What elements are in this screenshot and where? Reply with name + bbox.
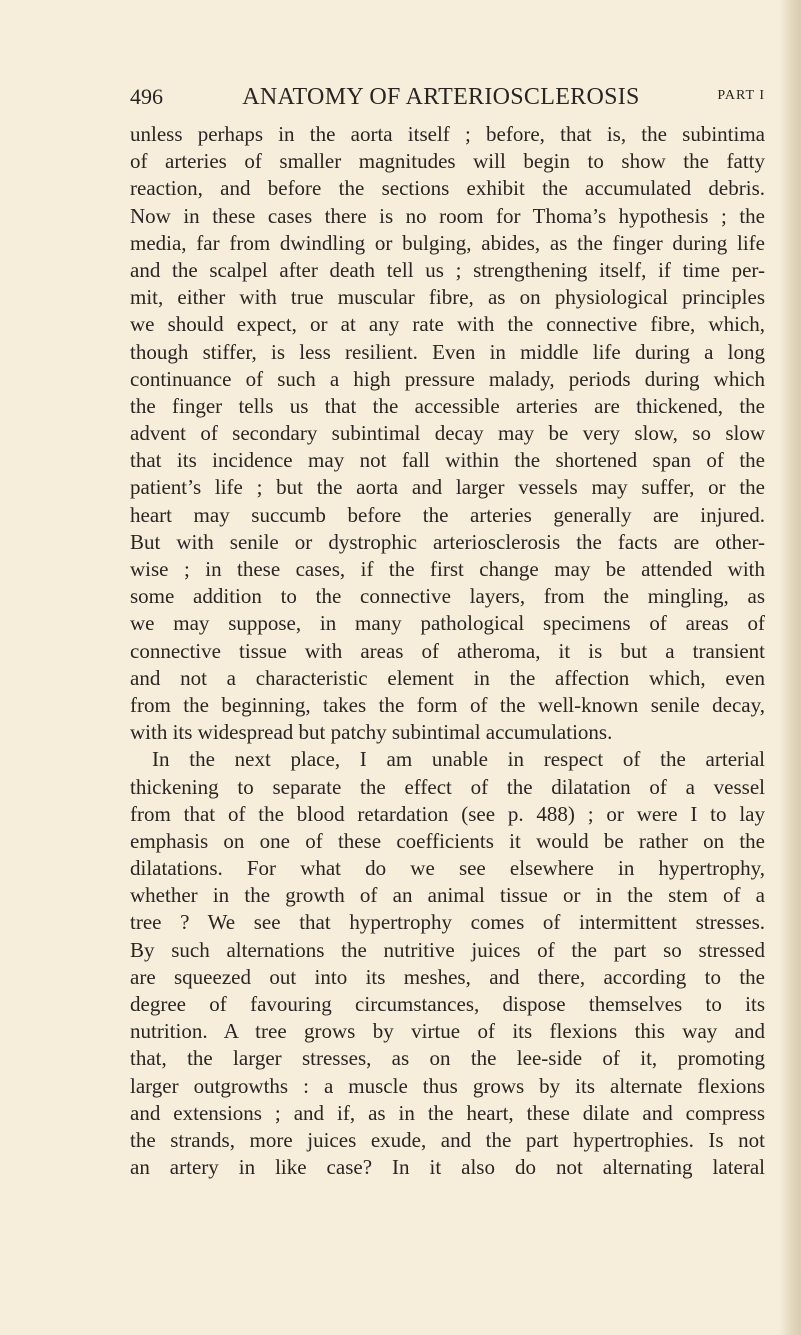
text-line: whether in the growth of an animal tissue or in the stem of a — [130, 883, 765, 908]
text-line: are squeezed out into its meshes, and there, according to the — [130, 964, 765, 989]
text-line: wise ; in these cases, if the first change may be attended with — [130, 557, 765, 581]
text-line: we should expect, or at any rate with the connective fibre, which, — [130, 312, 765, 337]
page-number: 496 — [130, 84, 163, 109]
text-line: continuance of such a high pressure malady, periods during which — [130, 366, 765, 391]
text-line: In the next place, I am unable in respect of the arterial — [152, 747, 765, 772]
part-label: PART I — [717, 88, 765, 103]
text-line: from the beginning, takes the form of the well-known senile decay, — [130, 692, 765, 717]
text-line: heart may succumb before the arteries generally are injured. — [130, 502, 765, 527]
text-line: an artery in like case? In it also do not alternating lateral — [130, 1155, 765, 1180]
page-gutter-shadow — [779, 0, 801, 1335]
text-line: the finger tells us that the accessible arteries are thickened, the — [130, 393, 765, 418]
text-line: from that of the blood retardation (see p. 488) ; or were I to lay — [130, 801, 765, 826]
text-line: of arteries of smaller magnitudes will begin to show the fatty — [130, 149, 765, 174]
text-line: dilatations. For what do we see elsewhere in hypertrophy, — [130, 856, 765, 881]
text-line: emphasis on one of these coefficients it would be rather on the — [130, 828, 765, 853]
text-line: and extensions ; and if, as in the heart, these dilate and compress — [130, 1100, 765, 1125]
text-line: larger outgrowths : a muscle thus grows by its alternate flexions — [130, 1073, 765, 1098]
text-line: some addition to the connective layers, from the mingling, as — [130, 584, 765, 609]
text-line: and the scalpel after death tell us ; strengthening itself, if time per- — [130, 257, 765, 282]
text-line: though stiffer, is less resilient. Even in middle life during a long — [130, 339, 765, 364]
text-line: tree ? We see that hypertrophy comes of intermittent stresses. — [130, 910, 765, 935]
text-line: But with senile or dystrophic arteriosclerosis the facts are other- — [130, 529, 765, 554]
text-line: mit, either with true muscular fibre, as on physiological principles — [130, 285, 765, 310]
running-title: ANATOMY OF ARTERIOSCLEROSIS — [242, 84, 640, 110]
text-line: unless perhaps in the aorta itself ; before, that is, the subintima — [130, 122, 765, 146]
running-header — [130, 84, 765, 112]
text-line: that, the larger stresses, as on the lee-side of it, promoting — [130, 1046, 765, 1071]
text-line: we may suppose, in many pathological specimens of areas of — [130, 611, 765, 636]
text-line: that its incidence may not fall within the shortened span of the — [130, 448, 765, 473]
text-line: with its widespread but patchy subintimal accumulations. — [130, 720, 613, 745]
text-line: degree of favouring circumstances, dispose themselves to its — [130, 992, 765, 1016]
body-text — [130, 121, 765, 1181]
text-line: connective tissue with areas of atheroma, it is but a transient — [130, 638, 765, 663]
text-line: thickening to separate the effect of the dilatation of a vessel — [130, 774, 765, 799]
text-line: the strands, more juices exude, and the part hypertrophies. Is not — [130, 1127, 765, 1152]
text-line: media, far from dwindling or bulging, abides, as the finger during life — [130, 230, 765, 255]
text-line: and not a characteristic element in the affection which, even — [130, 665, 765, 690]
text-line: advent of secondary subintimal decay may be very slow, so slow — [130, 421, 765, 446]
text-line: nutrition. A tree grows by virtue of its flexions this way and — [130, 1019, 765, 1044]
text-line: reaction, and before the sections exhibit the accumulated debris. — [130, 176, 765, 201]
text-line: By such alternations the nutritive juices of the part so stressed — [130, 937, 765, 962]
text-line: patient’s life ; but the aorta and larger vessels may suffer, or the — [130, 475, 765, 500]
text-line: Now in these cases there is no room for Thoma’s hypothesis ; the — [130, 203, 765, 228]
